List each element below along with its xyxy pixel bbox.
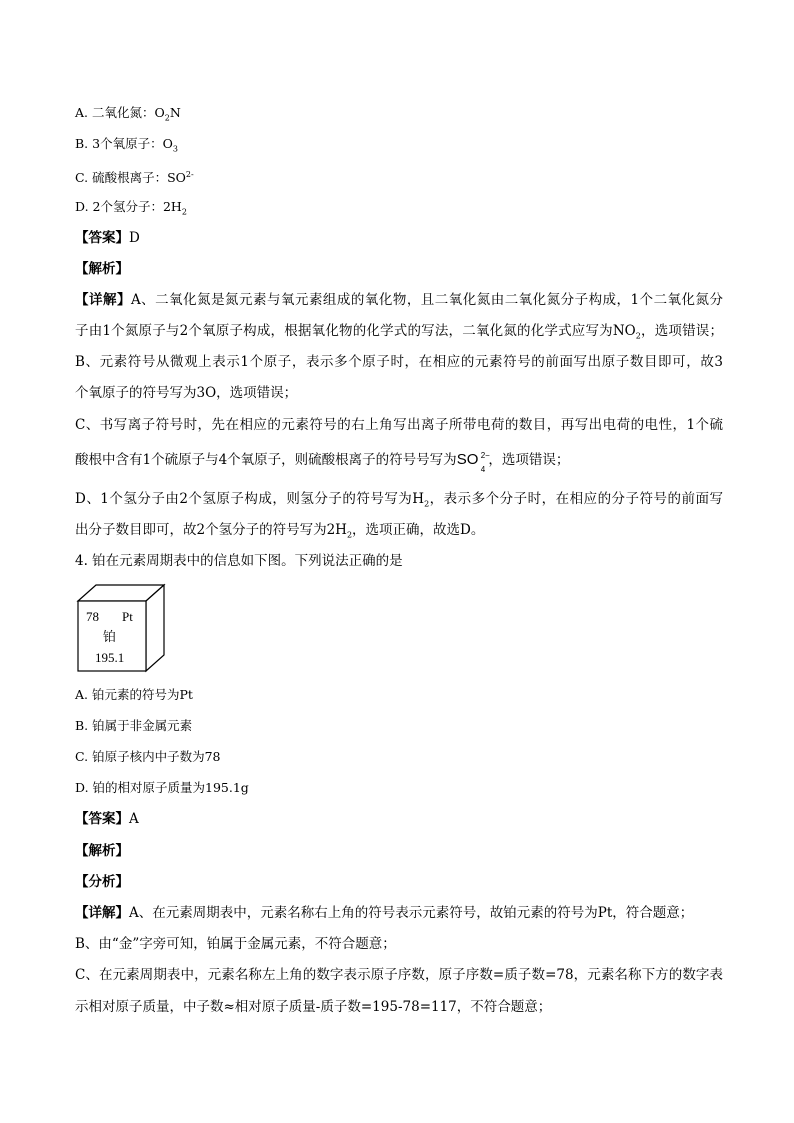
q4-answer: 【答案】A xyxy=(75,811,139,827)
q3-detail-line-2: 子由1个氮原子与2个氧原子构成，根据氧化物的化学式的写法，二氧化氮的化学式应写为$NO_2$，选项错误； xyxy=(75,323,723,341)
q4-option-a: A. 铂元素的符号为Pt xyxy=(75,687,193,702)
q3-detail-line-5: C、书写离子符号时，先在相应的元素符号的右上角写出离子所带电荷的数目，再写出电荷的电性，1个硫 xyxy=(75,417,723,433)
q3-detail-line-7: D、1个氢分子由2个氢原子构成，则氢分子的符号写为$H_2$，表示多个分子时，在相应的分子符号的前面写 xyxy=(75,491,724,509)
periodic-table-cell xyxy=(74,583,166,675)
q4-fenxi-tag: 【分析】 xyxy=(75,874,129,890)
q3-option-c: C. 硫酸根离子：$SO^{2-}$ xyxy=(75,170,194,186)
atomic-mass: 195.1 xyxy=(95,650,125,665)
element-symbol: Pt xyxy=(122,609,133,624)
q3-option-a: A. 二氧化氮：$O_2N$ xyxy=(75,105,181,123)
q4-detail-line-2: B、由“金”字旁可知，铂属于金属元素，不符合题意； xyxy=(75,936,396,952)
q3-option-d: D. 2个氢分子：$2H_2$ xyxy=(75,199,187,217)
q4-detail-line-1: 【详解】A、在元素周期表中，元素名称右上角的符号表示元素符号，故铂元素的符号为Pt，符合题意； xyxy=(75,905,694,921)
q3-detail-line-8: 出分子数目即可，故2个氢分子的符号写为$2H_2$，选项正确，故选D。 xyxy=(75,522,485,540)
q4-option-b: B. 铂属于非金属元素 xyxy=(75,718,193,733)
q4-stem: 4. 铂在元素周期表中的信息如下图。下列说法正确的是 xyxy=(75,553,403,569)
q3-detail-line-6: 酸根中含有1个硫原子与4个氧原子，则硫酸根离子的符号号写为SO 2− 4 ，选项错误； xyxy=(75,451,570,474)
element-name: 铂 xyxy=(103,630,117,645)
q3-option-b: B. 3个氧原子：$O_3$ xyxy=(75,136,178,154)
q4-analysis-tag: 【解析】 xyxy=(75,843,129,859)
periodic-cell-cube-icon xyxy=(74,583,166,675)
q3-detail-line-4: 个氧原子的符号写为3O，选项错误； xyxy=(75,385,298,401)
sulfate-ion-symbol: SO 2− 4 xyxy=(456,451,490,474)
q3-detail-line-1: 【详解】A、二氧化氮是氮元素与氧元素组成的氧化物，且二氧化氮由二氧化氮分子构成，1个二氧化氮分 xyxy=(75,292,724,308)
q4-option-d: D. 铂的相对原子质量为195.1g xyxy=(75,780,249,795)
q3-answer: 【答案】D xyxy=(75,230,140,246)
q3-analysis-tag: 【解析】 xyxy=(75,261,129,277)
q4-detail-line-4: 示相对原子质量，中子数≈相对原子质量-质子数=195-78=117，不符合题意； xyxy=(75,999,552,1015)
q4-option-c: C. 铂原子核内中子数为78 xyxy=(75,749,221,764)
q3-detail-line-3: B、元素符号从微观上表示1个原子，表示多个原子时，在相应的元素符号的前面写出原子数目即可，故3 xyxy=(75,354,723,370)
q4-detail-line-3: C、在元素周期表中，元素名称左上角的数字表示原子序数，原子序数=质子数=78，元素名称下方的数字表 xyxy=(75,967,723,983)
atomic-number: 78 xyxy=(86,609,99,624)
